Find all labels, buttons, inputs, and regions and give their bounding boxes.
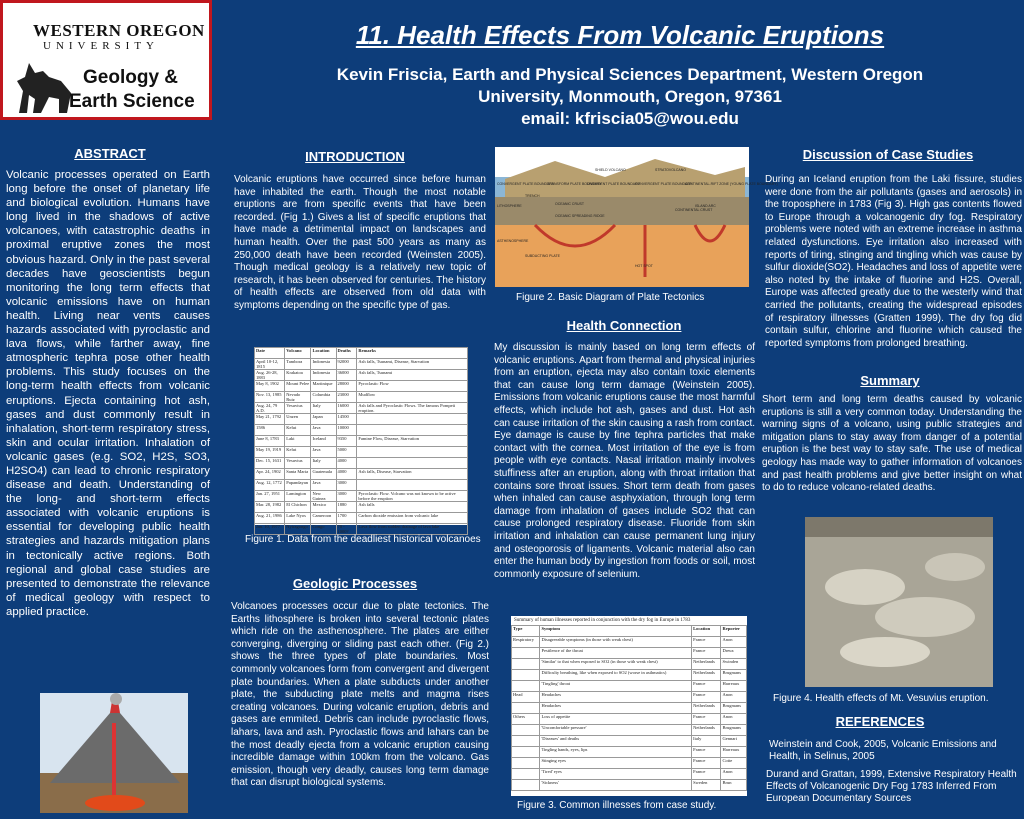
- figure1-table-row: [255, 491, 468, 502]
- figure1-table-cell: Laki: [285, 436, 311, 447]
- figure1-table-cell: [357, 414, 468, 425]
- figure3-table-cell: Harreaux: [721, 681, 747, 692]
- figure1-table-cell: Aug. 21, 1986: [255, 513, 285, 524]
- figure1-table-cell: Columbia: [311, 392, 336, 403]
- figure3-table-cell: Pestilence of the throat: [540, 648, 692, 659]
- figure3-table-cell: Netherlands: [692, 659, 721, 670]
- figure1-table-cell: 10000: [336, 425, 357, 436]
- figure1-table-cell: Indonesia: [311, 370, 336, 381]
- figure3-table-cell: Loss of appetite: [540, 714, 692, 725]
- figure3-table-row: [512, 648, 747, 659]
- figure3-table-cell: [512, 736, 540, 747]
- figure1-table-cell: Java: [311, 480, 336, 491]
- figure1-table-cell: Lamington: [285, 491, 311, 502]
- figure1-table-cell: Santa Maria: [285, 469, 311, 480]
- figure3-body: [512, 637, 747, 791]
- figure1-table-cell: New Guinea: [311, 491, 336, 502]
- figure1-table-cell: [357, 480, 468, 491]
- figure1-table-cell: Kelut: [285, 425, 311, 436]
- figure1-table-cell: 14500: [336, 414, 357, 425]
- figure3-table-cell: Tingling hands, eyes, lips: [540, 747, 692, 758]
- figure1-table-cell: El Chichon: [285, 502, 311, 513]
- figure1-table-cell: Jan. 27, 1951: [255, 491, 285, 502]
- figure3-table-cell: Others: [512, 714, 540, 725]
- logo-university-word: UNIVERSITY: [43, 40, 159, 52]
- figure3-table-header-cell: Type: [512, 626, 540, 637]
- figure3-table-cell: Stinging eyes: [540, 758, 692, 769]
- figure2-label: CONVERGENT PLATE BOUNDARY: [635, 182, 693, 186]
- figure1-table-cell: Ash falls, Tsunami, Disease, Starvation: [357, 359, 468, 370]
- figure2-label: ISLAND ARC: [695, 204, 716, 208]
- figure1-table-cell: Vesuvius: [285, 458, 311, 469]
- figure1-table-cell: Ash falls, Tsunami: [357, 370, 468, 381]
- figure1-table-row: [255, 524, 468, 535]
- figure3-caption: Figure 3. Common illnesses from case study.: [517, 800, 717, 811]
- figure3-table-cell: Headaches: [540, 703, 692, 714]
- figure1-table-row: [255, 469, 468, 480]
- figure1-table-cell: Aug. 12, 1772: [255, 480, 285, 491]
- figure1-table-cell: June 8, 1783: [255, 436, 285, 447]
- figure3-table-cell: Swinden: [721, 659, 747, 670]
- figure1-table-cell: 1700: [336, 513, 357, 524]
- figure1-table-cell: May 19, 1919: [255, 447, 285, 458]
- figure3-table-row: [512, 659, 747, 670]
- figure1-table-cell: Italy: [311, 403, 336, 414]
- figure2-label: STRATOVOLCANO: [655, 168, 686, 172]
- abstract-text: Volcanic processes operated on Earth long before the onset of planetary life and biological evolution. Humans have long lived in the shadows of active volcanoes, with catastrophic deaths in proximal eruptive zones the most obvious hazard. Only in the past several decades have geoscientists begun monitoring the long term effects that volcanic emissions have on human health. Living near vents causes hazards associated with pyroclastic and lava flows, while farther away, fine atmospheric tephra pose other health problems. This study focuses on the long-term health effects from volcanic eruptions. Ejecta containing hot ash, gases and dust commonly result in inhalation, short-term respiratory stress, skin and ocular irritation. Inhalation of volcanic gases (e.g. SO2, H2S, SO3, H2SO4) can lead to chronic respiratory disease and death. Understanding of the long- and short-term effects associated with volcanic eruptions is essential for developing public health strategies and hazards mitigation plans in tectonically active regions. Both regional and global case studies are presented to demonstrate the relevance of medical geology with respect to applied practice.: [6, 169, 210, 618]
- figure3-table-cell: [512, 769, 540, 780]
- figure2-label: DIVERGENT PLATE BOUNDARY: [587, 182, 640, 186]
- figure3-table-header-cell: Reporter: [721, 626, 747, 637]
- figure3-table-cell: Head: [512, 692, 540, 703]
- figure1-table-cell: 70 - 1000?: [336, 524, 357, 535]
- figure1-header-row: [255, 348, 468, 359]
- figure3-table-cell: France: [692, 692, 721, 703]
- figure1-table-cell: Nov. 13, 1985: [255, 392, 285, 403]
- discussion-heading: Discussion of Case Studies: [802, 147, 974, 162]
- figure3-table-cell: 'Sickness': [540, 780, 692, 791]
- figure1-table-cell: 92000: [336, 359, 357, 370]
- figure3-table-cell: France: [692, 637, 721, 648]
- figure1-table-row: [255, 513, 468, 524]
- figure1-table-row: [255, 414, 468, 425]
- figure1-table-cell: Ash falls: [357, 502, 468, 513]
- figure3-table-cell: Netherlands: [692, 670, 721, 681]
- health-heading: Health Connection: [566, 318, 682, 333]
- figure3-table-cell: [512, 648, 540, 659]
- figure3-table-cell: Netherlands: [692, 725, 721, 736]
- figure1-table-cell: Pyroclastic Flow: [357, 381, 468, 392]
- figure3-table-cell: [512, 780, 540, 791]
- figure1-table-cell: Japan: [311, 414, 336, 425]
- figure3-table-cell: Brugmans: [721, 725, 747, 736]
- figure3-table: [511, 616, 747, 796]
- figure3-table-row: [512, 681, 747, 692]
- figure1-table-row: [255, 381, 468, 392]
- figure2-label: CONTINENTAL CRUST: [675, 208, 713, 212]
- figure1-table-cell: May 8, 1902: [255, 381, 285, 392]
- figure3-table-cell: [512, 747, 540, 758]
- author-line-2: University, Monmouth, Oregon, 97361: [478, 87, 782, 106]
- figure3-table-cell: France: [692, 758, 721, 769]
- figure2-label: OCEANIC SPREADING RIDGE: [555, 214, 605, 218]
- figure1-table-cell: Ash falls, Disease, Starvation: [357, 469, 468, 480]
- figure1-table-cell: Vesuvius: [285, 403, 311, 414]
- figure1-table-cell: Krakatoa: [285, 370, 311, 381]
- figure3-table-cell: Cotte: [721, 758, 747, 769]
- figure1-table-row: [255, 359, 468, 370]
- figure3-table-cell: [512, 659, 540, 670]
- reference-item-1: Weinstein and Cook, 2005, Volcanic Emissions and Health, in Selinus, 2005: [769, 739, 997, 762]
- figure1-table-row: [255, 447, 468, 458]
- figure3-table-cell: Netherlands: [692, 703, 721, 714]
- figure1-table-row: [255, 436, 468, 447]
- figure3-table-cell: Anon: [721, 769, 747, 780]
- summary-heading: Summary: [860, 373, 920, 388]
- figure1-table-cell: Unzen: [285, 414, 311, 425]
- figure2-plate-tectonics-diagram: [495, 147, 778, 287]
- figure1-table-cell: Cameroon: [311, 513, 336, 524]
- figure1-table-cell: Famine Flow, Disease, Starvation: [357, 436, 468, 447]
- figure1-table-cell: Nevado Ruiz: [285, 392, 311, 403]
- figure3-table-cell: Difficulty breathing, like when exposed to SO2 (worse in asthmatics): [540, 670, 692, 681]
- figure3-table-row: [512, 692, 747, 703]
- figure1-body: [255, 359, 468, 535]
- figure1-table-cell: 16000: [336, 403, 357, 414]
- introduction-heading: INTRODUCTION: [305, 149, 405, 164]
- figure1-table-cell: Aug. 26-28, 1883: [255, 370, 285, 381]
- figure3-table-cell: Respiratory: [512, 637, 540, 648]
- figure1-table-cell: Guatemala: [311, 469, 336, 480]
- figure2-label: CONVERGENT PLATE BOUNDARY: [497, 182, 555, 186]
- figure1-table-cell: 3000: [336, 480, 357, 491]
- figure3-table-row: [512, 703, 747, 714]
- figure2-label: SUBDUCTING PLATE: [525, 254, 560, 258]
- geologic-text: Volcanoes processes occur due to plate tectonics. The Earths lithosphere is broken into several tectonic plates which ride on the asthenosphere. The plates are either converging, diverging or sliding past each other. (Fig 2.) shows the three types of plate boundaries. Most commonly volcanoes form from convergent and divergent plate boundaries. When a plate subducts under another plate, the subducting plate melts and magma rises creating volcanoes. During volcanic eruption, debris and gases are emmited. Debris can include pyroclastic flows, lahars, lava and ash. Pyroclastic flows and lahars can be the most deadly ejecta from a volcanic eruption causing incredible damage within 100km from the volcano. Gas emission, though very deadly, causes long term damage that can disrupt biological systems.: [231, 601, 489, 789]
- figure1-table-row: [255, 425, 468, 436]
- figure3-table-row: [512, 714, 747, 725]
- figure1-table-cell: 4000: [336, 469, 357, 480]
- figure1-table-cell: Italy: [311, 458, 336, 469]
- figure3-table-cell: France: [692, 648, 721, 659]
- figure2-label: OCEANIC CRUST: [555, 202, 584, 206]
- figure1-table-row: [255, 403, 468, 414]
- figure1-table-cell: Iceland: [311, 436, 336, 447]
- figure3-table-cell: Brugmans: [721, 703, 747, 714]
- figure3-header-row: [512, 626, 747, 637]
- figure1-table-cell: 28000: [336, 381, 357, 392]
- volcano-deaths-table: [254, 347, 468, 535]
- figure3-table-row: [512, 747, 747, 758]
- figure1-table-cell: Java: [311, 447, 336, 458]
- figure1-table-cell: Martinique: [311, 381, 336, 392]
- figure2-label: TRENCH: [525, 194, 540, 198]
- figure1-table-header-cell: Volcano: [285, 348, 311, 359]
- figure3-table-row: [512, 758, 747, 769]
- figure3-table-cell: [512, 681, 540, 692]
- figure3-table-cell: Italy: [692, 736, 721, 747]
- figure1-table-row: [255, 480, 468, 491]
- figure1-table-cell: April 10-12, 1815: [255, 359, 285, 370]
- figure3-table-cell: [512, 670, 540, 681]
- figure2-label: TRANSFORM PLATE BOUNDARY: [547, 182, 602, 186]
- figure1-table-cell: 36000: [336, 370, 357, 381]
- figure3-table-cell: Brun: [721, 780, 747, 791]
- figure1-table-cell: Congo: [311, 524, 336, 535]
- summary-text: Short term and long term deaths caused by volcanic eruptions is still a very common today. Understanding the warning signs of a volcano, using public strategies and mitigation plans to stay away from danger of a potential eruption is the best way to stay safe. The use of medical geology has made way to gather information of volcanoes and past health problems and give better insight on what to do to reduce volcano-related deaths.: [762, 394, 1022, 494]
- figure1-table-cell: Tambora: [285, 359, 311, 370]
- figure3-table-row: [512, 637, 747, 648]
- logo-dept-line1: Geology &: [83, 67, 179, 88]
- figure1-table-cell: Lake Nyos: [285, 513, 311, 524]
- figure3-table-cell: Gennari: [721, 736, 747, 747]
- figure3-table-cell: 'Uncomfortable pressure': [540, 725, 692, 736]
- figure3-table-cell: Anon: [721, 692, 747, 703]
- figure1-table-cell: Ash falls and Pyroclastic Flows. The famous Pompeii eruption.: [357, 403, 468, 414]
- figure1-table-cell: 3000: [336, 491, 357, 502]
- figure1-table-cell: Mount Pelee: [285, 381, 311, 392]
- abstract-heading: ABSTRACT: [74, 146, 146, 161]
- figure3-table-title: Summary of human illnesses reported in conjunction with the dry fog in Europe in 1783: [514, 618, 691, 623]
- volcano-diagram: [40, 693, 188, 813]
- figure1-table-cell: 9350: [336, 436, 357, 447]
- author-email: email: kfriscia05@wou.edu: [521, 109, 739, 128]
- figure3-table-row: [512, 670, 747, 681]
- figure3-table-row: [512, 780, 747, 791]
- geologic-heading: Geologic Processes: [292, 576, 418, 591]
- figure1-table-cell: Java: [311, 425, 336, 436]
- figure1-caption: Figure 1. Data from the deadliest historical volcanoes: [245, 534, 481, 545]
- figure1-table-cell: May 21, 1792: [255, 414, 285, 425]
- figure3-table-header-cell: Location: [692, 626, 721, 637]
- figure1-table-cell: [357, 447, 468, 458]
- introduction-text: Volcanic eruptions have occurred since before human have inhabited the earth. Though the most notable eruptions are from specific events that have been recorded. (Fig 1.) Gives a list of specific eruptions that have made a detrimental impact on landscapes and human health. Over the past 500 years as many as 250,000 death have been recorded (Weinsten 2005). Though medical geology is a relatively new topic of research, it has been observed for centuries. The history of health effects are observed from old data with symptoms depending on the specific type of gas.: [234, 174, 486, 311]
- figure1-table-cell: Mexico: [311, 502, 336, 513]
- figure2-label: SHIELD VOLCANO: [595, 168, 626, 172]
- university-logo: [0, 0, 212, 120]
- figure1-table-cell: Mar. 28, 1982: [255, 502, 285, 513]
- figure1-table-header-cell: Location: [311, 348, 336, 359]
- figure3-table-cell: 'Similar' to that when exposed to SO2 (in those with weak chest): [540, 659, 692, 670]
- figure1-table-row: [255, 392, 468, 403]
- logo-dept-line2: Earth Science: [69, 91, 195, 112]
- figure1-table-cell: 4000: [336, 458, 357, 469]
- figure3-table-cell: Harreaux: [721, 747, 747, 758]
- figure1-table-header-cell: Deaths: [336, 348, 357, 359]
- figure3-table-cell: Headaches: [540, 692, 692, 703]
- figure1-table: [254, 347, 468, 534]
- figure3-table-cell: 'Tingling' throat: [540, 681, 692, 692]
- figure3-table-cell: France: [692, 769, 721, 780]
- figure3-table-row: [512, 769, 747, 780]
- figure1-table-cell: 1586: [255, 425, 285, 436]
- figure1-table-cell: Papandayan: [285, 480, 311, 491]
- figure1-table-cell: 5000: [336, 447, 357, 458]
- figure1-table-cell: 23000: [336, 392, 357, 403]
- figure3-table-cell: 'Diseases' and deaths: [540, 736, 692, 747]
- poster-authors: [260, 64, 1000, 130]
- figure1-table-row: [255, 458, 468, 469]
- figure3-table-cell: Disagreeable symptoms (in those with weak chest): [540, 637, 692, 648]
- figure3-table-row: [512, 736, 747, 747]
- figure3-table-cell: Anon: [721, 637, 747, 648]
- author-line-1: Kevin Friscia, Earth and Physical Sciences Department, Western Oregon: [336, 65, 924, 84]
- figure1-table-cell: 1880: [336, 502, 357, 513]
- figure1-table-cell: Indonesia: [311, 359, 336, 370]
- figure3-table-cell: France: [692, 714, 721, 725]
- logo-university-name: WESTERN OREGON: [33, 21, 205, 40]
- figure2-label: CONTINENTAL-RIFT ZONE (YOUNG PLATE BOUNDARY): [685, 182, 778, 186]
- figure1-table-cell: Nyiragongo: [285, 524, 311, 535]
- figure1-table-cell: Pyroclastic Flow. Volcano was not known to be active before the eruption: [357, 491, 468, 502]
- figure3-table-row: [512, 725, 747, 736]
- figure2-label: HOT SPOT: [635, 264, 653, 268]
- figure3-table-cell: [512, 758, 540, 769]
- figure1-table-row: [255, 370, 468, 381]
- figure3-table-cell: France: [692, 681, 721, 692]
- figure4-vesuvius-casts-photo: [805, 517, 993, 687]
- figure1-table-cell: Apr. 24, 1902: [255, 469, 285, 480]
- figure3-table-cell: [512, 703, 540, 714]
- figure1-table-cell: Dec. 15, 1631: [255, 458, 285, 469]
- figure3-table-cell: 'Tired' eyes: [540, 769, 692, 780]
- figure1-table-cell: Aug. 24, 79 A.D.: [255, 403, 285, 414]
- figure1-table-header-cell: Date: [255, 348, 285, 359]
- figure1-table-cell: Mudflow: [357, 392, 468, 403]
- illness-summary-table: [511, 625, 747, 791]
- figure4-caption: Figure 4. Health effects of Mt. Vesuvius eruption.: [773, 693, 989, 704]
- figure1-table-cell: Jan. 10, 1977: [255, 524, 285, 535]
- figure1-table-header-cell: Remarks: [357, 348, 468, 359]
- figure3-table-cell: Brugmans: [721, 670, 747, 681]
- figure1-table-cell: Kelut: [285, 447, 311, 458]
- figure3-table-cell: Anon: [721, 714, 747, 725]
- figure1-table-cell: [357, 458, 468, 469]
- figure2-label: LITHOSPHERE: [497, 204, 522, 208]
- figure3-table-cell: Dreux: [721, 648, 747, 659]
- figure1-table-cell: [357, 425, 468, 436]
- figure3-table-cell: Sweden: [692, 780, 721, 791]
- references-heading: REFERENCES: [835, 714, 925, 729]
- figure2-caption: Figure 2. Basic Diagram of Plate Tectonics: [516, 292, 705, 303]
- figure1-table-cell: Lava flow from sudden drainage of lava lake: [357, 524, 468, 535]
- discussion-text: During an Iceland eruption from the Laki fissure, studies were done from the air pollutants (gases and aerosols) in the troposphere in 1783 (Fig 3). High gas contents flowed to Europe through a volcanogenic dry fog. Respiratory problems were noted with an extreme increase in asthma related dysfunctions. Eye irritation also increased with reports of tiring, stinging and tingling which was cause by sulfur dioxide(SO2). Headaches and loss of appetite were also noted by the intake of fluorine and H2S. Overall, Europe was affected greatly due to the westerly wind that carried the pollutants, creating the widespread episodes of respiratory illnesses (Gratten 1999). The dry fog did contain sulfur, chlorine and fluorine which caused the reported symptoms from prolonged breathing.: [765, 174, 1022, 349]
- figure2-label: ASTHENOSPHERE: [497, 239, 529, 243]
- figure3-table-cell: France: [692, 747, 721, 758]
- figure3-table-header-cell: Symptom: [540, 626, 692, 637]
- figure3-table-cell: [512, 725, 540, 736]
- poster-title: 11. Health Effects From Volcanic Eruptions: [355, 20, 885, 50]
- figure1-table-cell: Carbon dioxide emission from volcanic lake: [357, 513, 468, 524]
- figure1-table-row: [255, 502, 468, 513]
- health-text: My discussion is mainly based on long term effects of volcanic eruptions. Apart from thermal and physical injuries from an eruption, ejecta may also contain toxic elements that can cause long term damage (Weinstein 2005). Emissions from volcanic eruptions cause the most harmful effects, which include hot ash, gases and dust. Hot ash can cause irritation of the skin causing a rash from contact. Eye damage is cause by fine tephra particles that make contact with the cornea. Most irritation of the eye is from people with eye contacts. Nasal irritation mainly involves stuffiness after an eruption, along with throat irritation that contains sore throat issues. Short term death from gases when inhaled can cause asphyxiation, through long term damage from inhalation of gases include SO2 that can cause prolonged respiratory disease. Fluoride from skin irritation and inhalation can cause permanent lung injury and osteoporosis of ligaments. Volcanic material also can enter the human body by ingestion from foods or soil, most commonly exposure of selenium.: [494, 342, 755, 580]
- reference-item-2: Durand and Grattan, 1999, Extensive Respiratory Health Effects of Volcanogenic Dry Fog 1783 Inferred From European Documentary Sources: [766, 769, 1017, 804]
